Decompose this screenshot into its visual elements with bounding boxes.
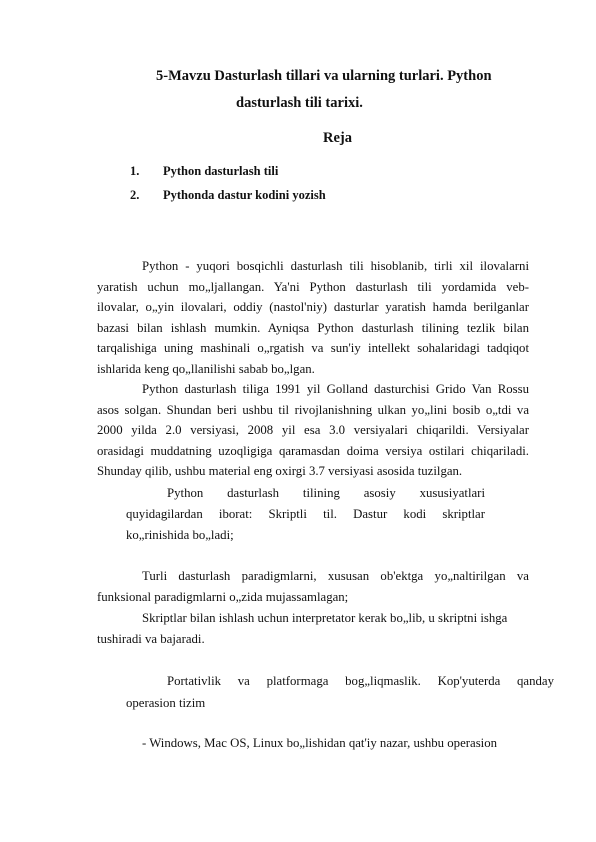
paragraph-3-first: [167, 483, 485, 504]
paragraph-7: [142, 733, 537, 754]
paragraph-6-first: [167, 671, 554, 692]
title-line-1: 5-Mavzu Dasturlash tillari va ularning turlari. Python: [156, 68, 492, 84]
paragraph-line: Portativlik va platformaga bog„liqmaslik. Kop'yuterda qanday: [167, 674, 554, 688]
paragraph-line: orasidagi muddatning uzoqligiga qaramasdan doima versiya ostilari chiqariladi.: [97, 443, 529, 458]
paragraph-line: Skriptlar bilan ishlash uchun interpretator kerak bo„lib, u skriptni ishga: [142, 611, 508, 625]
plan-item-text: Pythonda dastur kodini yozish: [163, 188, 326, 202]
paragraph-line: Python dasturlash tiliga 1991 yil Golland dasturchisi Grido Van Rossu: [142, 382, 529, 396]
paragraph-6-body: [126, 693, 426, 714]
paragraph-line: - Windows, Mac OS, Linux bo„lishidan qat'iy nazar, ushbu operasion: [142, 736, 498, 750]
paragraph-line: operasion tizim: [126, 696, 206, 710]
paragraph-line: asos solgan. Shundan beri ushbu til rivojlanishning ulkan yo„lini bosib o„tdi va: [97, 402, 529, 417]
paragraph-1-body: [97, 277, 529, 380]
paragraph-line: yaratish uchun mo„ljallangan. Ya'ni Python dasturlash tili yordamida veb-: [97, 279, 529, 294]
paragraph-2: [97, 379, 529, 482]
paragraph-line: tushiradi va bajaradi.: [97, 631, 205, 646]
plan-item-number: 2.: [130, 188, 140, 202]
paragraph-line: Turli dasturlash paradigmlarni, xususan ob'ektga yo„naltirilgan va: [142, 569, 529, 583]
paragraph-line: Python - yuqori bosqichli dasturlash tili hisoblanib, tirli xil ilovalarni: [142, 259, 529, 273]
plan-item-number: 1.: [130, 164, 140, 178]
plan-item-text: Python dasturlash tili: [163, 164, 279, 178]
paragraph-line: 2000 yilda 2.0 versiyasi, 2008 yil esa 3.0 versiyalari chiqarildi. Versiyalar: [97, 423, 529, 437]
paragraph-line: bazasi bilan ishlash mumkin. Ayniqsa Python dasturlash tilining tezlik bilan: [97, 320, 529, 335]
paragraph-line: quyidagilardan iborat: Skriptli til. Dastur kodi skriptlar: [126, 507, 485, 521]
paragraph-line: Python dasturlash tilining asosiy xususiyatlari: [167, 486, 485, 500]
plan-heading: Reja: [323, 130, 352, 146]
paragraph-5: [97, 608, 529, 649]
paragraph-line: ko„rinishida bo„ladi;: [126, 527, 234, 542]
paragraph-line: tarqalishiga uning mashinali o„rgatish va sun'iy intellekt sohalaridagi tadqiqot: [97, 341, 529, 355]
paragraph-line: Shunday qilib, ushbu material eng oxirgi 3.7 versiyasi asosida tuzilgan.: [97, 464, 463, 478]
paragraph-line: ilovalar, o„yin ilovalari, oddiy (nastol'niy) dasturlar yaratish hamda berilganlar: [97, 300, 529, 314]
title-line-2: dasturlash tili tarixi.: [236, 95, 363, 111]
paragraph-line: funksional paradigmlarni o„zida mujassamlagan;: [97, 589, 349, 604]
paragraph-1-line: [97, 256, 529, 277]
paragraph-line: ishlarida keng qo„llanilishi sabab bo„lgan.: [97, 361, 315, 376]
paragraph-4: [97, 566, 529, 607]
paragraph-3-body: [126, 504, 485, 545]
